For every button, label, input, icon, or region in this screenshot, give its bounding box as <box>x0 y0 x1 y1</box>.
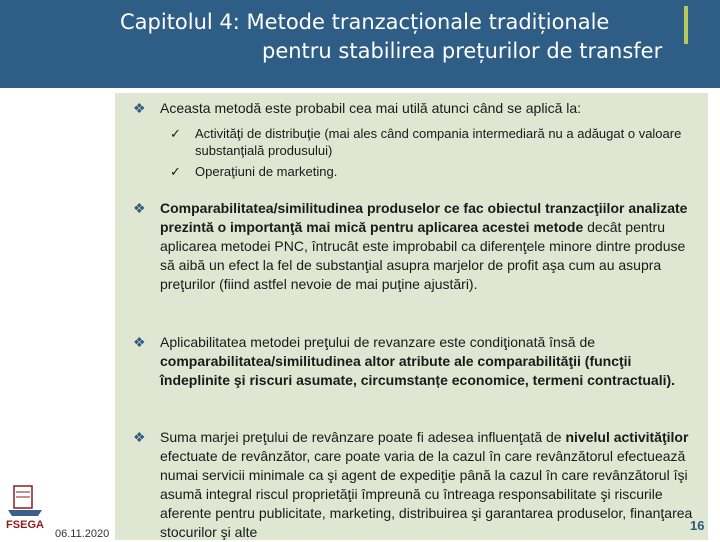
bullet-bold-text: nivelul activităţilor <box>565 429 689 445</box>
bullet-item <box>133 333 703 390</box>
diamond-bullet-icon: ❖ <box>133 429 146 445</box>
logo-swoosh-icon <box>8 510 42 516</box>
bullet-text <box>160 333 703 390</box>
check-icon: ✓ <box>170 164 181 179</box>
fsega-logo <box>2 480 48 538</box>
slide-title <box>0 0 712 88</box>
bullet-text: Aceasta metodă este probabil cea mai utilă atunci când se aplică la: <box>160 100 582 116</box>
bullet-text <box>160 199 703 294</box>
slide-number: 16 <box>690 518 705 533</box>
bullet-item <box>133 199 703 294</box>
logo-label: FSEGA <box>6 519 44 531</box>
bullet-text <box>160 428 703 542</box>
bullet-bold-text: comparabilitatea/similitudinea altor atribute ale comparabilităţii (funcţii îndeplinite şi riscuri asumate, circumstanțe economice, termeni contractuali). <box>160 353 676 388</box>
diamond-bullet-icon: ❖ <box>133 334 146 350</box>
sub-bullet-item <box>170 163 700 180</box>
bullet-item <box>133 99 703 118</box>
bullet-body-text: Suma marjei preţului de revânzare poate fi adesea influenţată de <box>160 429 566 445</box>
sub-bullet-text: Activităţi de distribuţie (mai ales când compania intermediară nu a adăugat o valoare substanţială produsului) <box>195 126 682 158</box>
bullet-body-text: efectuate de revânzător, care poate varia de la cazul în care revânzătorul efectuează numai servicii minimale ca şi agent de expediţie până la cazul în care revânzătorul îşi asumă integral riscul proprietăţii împreună cu întreaga responsabilitate şi riscurile aferente pentru publicitate, marketing, distribuirea şi garantarea produselor, finanţarea stocurilor şi alte <box>160 448 693 540</box>
bullet-bold-text: Comparabilitatea/similitudinea produselor ce fac obiectul tranzacţiilor analizate prezintă o importanţă mai mică pentru aplicarea acestei metode <box>160 200 688 235</box>
bullet-body-text: decât pentru aplicarea metodei PNC, întrucât este improbabil ca diferenţele minore dintre produse să aibă un efect la fel de substanţial asupra marjelor de profit aşa cum au asupra preţurilor (fiind astfel nevoie de mai puţine ajustări). <box>160 219 686 292</box>
diamond-bullet-icon: ❖ <box>133 200 146 216</box>
bullet-body-text: Aplicabilitatea metodei preţului de revanzare este condiţionată însă de <box>160 334 596 350</box>
slide-title-line-2: pentru stabilirea prețurilor de transfer <box>262 39 663 63</box>
bullet-item <box>133 428 703 542</box>
sub-bullet-item <box>170 125 700 159</box>
diamond-bullet-icon: ❖ <box>133 100 146 116</box>
check-icon: ✓ <box>170 126 181 141</box>
slide-date: 06.11.2020 <box>55 528 110 540</box>
sub-bullet-text: Operaţiuni de marketing. <box>195 164 338 179</box>
slide-title-line-1: Capitolul 4: Metode tranzacționale tradiționale <box>120 10 610 34</box>
